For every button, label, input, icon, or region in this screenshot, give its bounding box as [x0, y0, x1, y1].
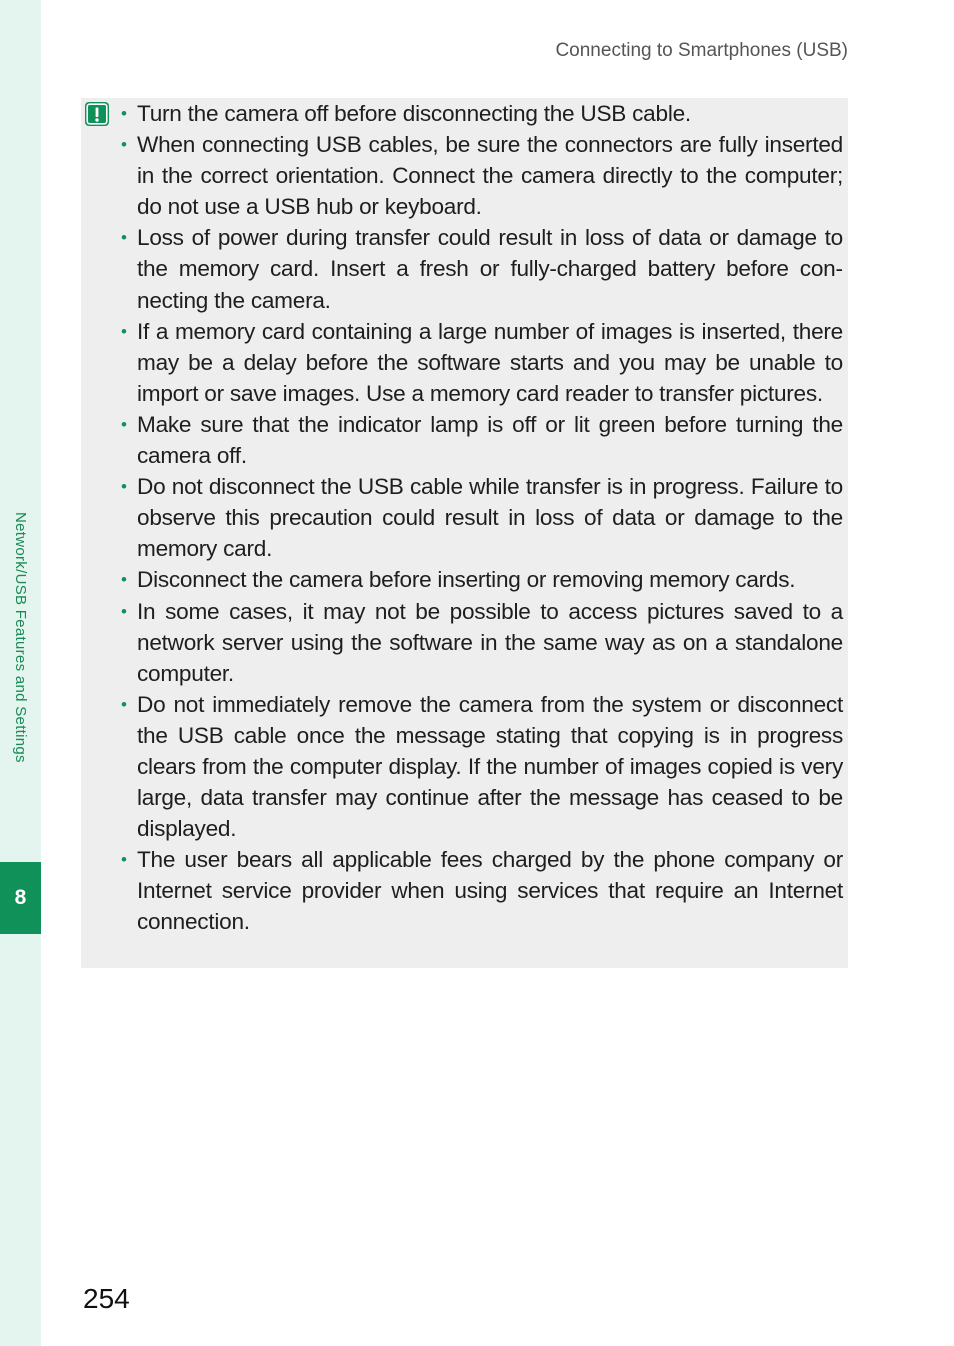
caution-item-text: When connecting USB cables, be sure the connectors are fully inserted in the correct orientation. Connect the camera directly to the computer; do not use a USB hub or keyboard. — [137, 132, 843, 220]
caution-item — [121, 409, 843, 471]
side-strip — [0, 0, 41, 1346]
caution-item — [121, 129, 843, 222]
caution-item-text: Do not disconnect the USB cable while transfer is in progress. Failure to observe this precaution could result in loss of data or damage to the memory card. — [137, 474, 843, 562]
bullet-icon: • — [121, 570, 127, 590]
page-number: 254 — [83, 1283, 130, 1314]
bullet-icon: • — [121, 850, 127, 870]
chapter-number: 8 — [14, 886, 27, 909]
section-label: Network/USB Features and Settings — [12, 512, 29, 763]
caution-item — [121, 222, 843, 315]
caution-item — [121, 98, 843, 129]
caution-item-text: The user bears all applicable fees charged by the phone company or Internet service provider when using services that require an Internet connection. — [137, 847, 843, 935]
caution-item — [121, 689, 843, 844]
bullet-icon: • — [121, 601, 127, 621]
caution-item-text: Loss of power during transfer could result in loss of data or damage to the memory card. Insert a fresh or fully-charged battery before connecting the camera. — [137, 225, 843, 313]
caution-box — [81, 98, 848, 968]
caution-item — [121, 316, 843, 409]
bullet-icon: • — [121, 414, 127, 434]
bullet-icon: • — [121, 321, 127, 341]
caution-item — [121, 564, 843, 595]
caution-item-text: Make sure that the indicator lamp is off or lit green before turning the camera off. — [137, 411, 843, 469]
bullet-icon: • — [121, 228, 127, 248]
caution-item — [121, 844, 843, 937]
chapter-tab — [0, 862, 41, 934]
caution-icon — [84, 101, 110, 127]
caution-item-text: Disconnect the camera before inserting or removing memory cards. — [137, 567, 796, 593]
running-header: Connecting to Smartphones (USB) — [555, 40, 848, 61]
bullet-icon: • — [121, 104, 127, 123]
caution-item-text: In some cases, it may not be possible to access pictures saved to a network server using the software in the same way as on a standalone computer. — [137, 598, 843, 686]
caution-item — [121, 596, 843, 689]
caution-item-text: Do not immediately remove the camera from the system or disconnect the USB cable once the message stating that copying is in progress clears from the computer display. If the number of images copied is very large, data transfer may continue after the message has ceased to be displayed. — [137, 691, 843, 842]
bullet-icon: • — [121, 694, 127, 714]
caution-item-text: If a memory card containing a large number of images is inserted, there may be a delay before the software starts and you may be unable to import or save images. Use a memory card reader to transfer pictures. — [137, 318, 843, 406]
caution-item-text: Turn the camera off before disconnecting the USB cable. — [137, 101, 691, 126]
caution-item — [121, 471, 843, 564]
bullet-icon: • — [121, 135, 127, 155]
bullet-icon: • — [121, 477, 127, 497]
caution-list — [121, 98, 843, 938]
